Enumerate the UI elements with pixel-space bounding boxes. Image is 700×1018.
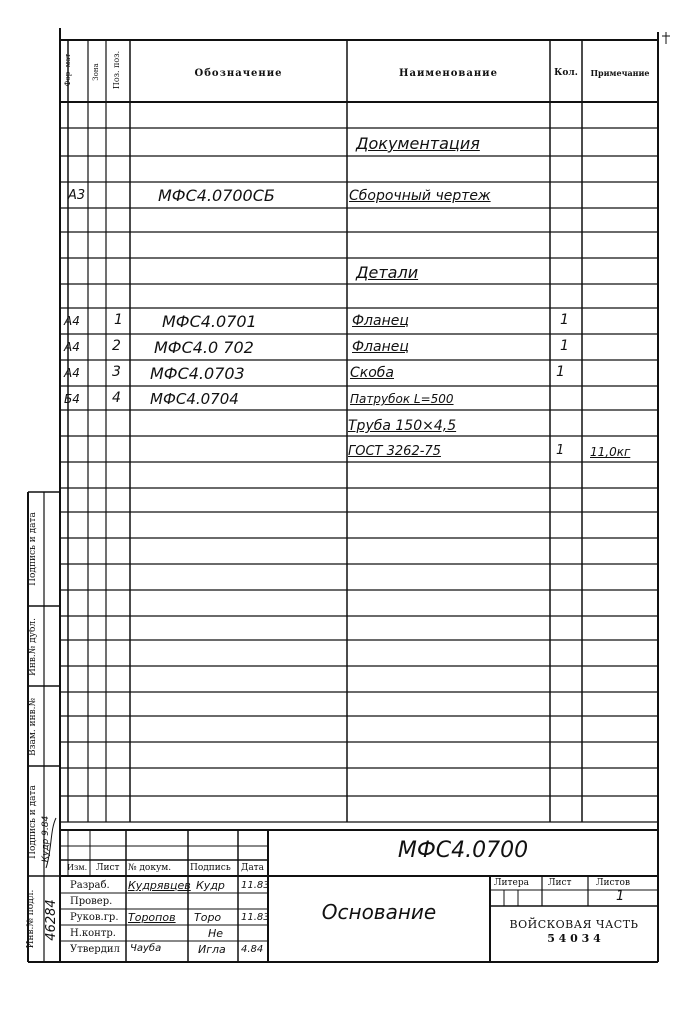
part-1-qty: 1 [560, 312, 569, 328]
tb-col-doc-no: № докум. [128, 863, 172, 873]
tb-date-head: 11.83 [241, 912, 270, 923]
side-signature: Кудр 9.84 [41, 815, 51, 863]
assembly-name: Сборочный чертеж [349, 188, 491, 204]
tb-sheets-value: 1 [616, 889, 625, 904]
tb-role-developed: Разраб. [70, 880, 110, 891]
part-2-qty: 1 [560, 338, 569, 354]
part-4-format: Б4 [64, 392, 80, 406]
tb-date-developed: 11.83 [241, 880, 270, 891]
side-swap-inv: Взам. инв.№ [28, 697, 38, 757]
document-code: МФС4.0700 [397, 838, 529, 863]
part-2-name: Фланец [352, 339, 409, 355]
tb-role-approved: Утвердил [70, 944, 120, 955]
part-2-pos: 2 [112, 338, 121, 354]
part-2-format: А4 [64, 340, 80, 354]
side-orig-inv: Инв.№ подл. [26, 889, 36, 949]
part-2-designation: МФС4.0 702 [154, 338, 254, 357]
assembly-designation: МФС4.0700СБ [158, 186, 275, 205]
part-1-designation: МФС4.0701 [162, 312, 257, 331]
tb-name-head: Торопов [128, 911, 176, 924]
header-note: Примечание [590, 68, 650, 78]
section-parts: Детали [356, 263, 419, 282]
header-position: Поз. поз. [112, 50, 121, 90]
tb-name-approved: Чауба [130, 943, 162, 954]
part-1-format: А4 [64, 314, 80, 328]
organization-number: 5 4 0 3 4 [547, 932, 601, 945]
tb-sign-developed: Кудр [196, 879, 225, 892]
tb-sign-norm: Не [208, 927, 224, 940]
tb-role-checked: Провер. [70, 896, 113, 907]
organization-name: ВОЙСКОВАЯ ЧАСТЬ [509, 918, 639, 931]
part-4-name: Патрубок L=500 [350, 392, 454, 406]
side-orig-inv-value: 46284 [44, 899, 59, 941]
part-1-pos: 1 [114, 312, 123, 328]
pipe-line-1: Труба 150×4,5 [348, 418, 457, 434]
assembly-format: А3 [68, 188, 86, 203]
tb-role-norm: Н.контр. [70, 928, 116, 939]
part-1-name: Фланец [352, 313, 409, 329]
tb-litera-label: Литера [494, 878, 529, 888]
tb-col-sheet: Лист [96, 863, 120, 873]
part-3-format: А4 [64, 366, 80, 380]
header-zone: Зона [92, 63, 100, 81]
pipe-line-2: ГОСТ 3262-75 [348, 444, 441, 459]
tb-sign-approved: Игла [198, 943, 226, 956]
part-3-designation: МФС4.0703 [150, 364, 245, 383]
header-name: Наименование [399, 68, 498, 79]
document-title: Основание [321, 900, 437, 924]
tb-date-approved: 4.84 [241, 944, 264, 955]
tb-name-developed: Кудрявцев [128, 879, 191, 892]
tb-sheet-label: Лист [548, 878, 572, 888]
tb-col-date: Дата [241, 863, 265, 873]
tb-role-head: Руков.гр. [70, 912, 119, 923]
tb-col-sign: Подпись [190, 863, 231, 873]
side-dup-inv: Инв.№ дубл. [28, 618, 38, 676]
tb-col-change: Изм. [67, 863, 88, 872]
header-designation: Обозначение [194, 68, 283, 79]
part-3-qty: 1 [556, 364, 565, 380]
part-3-name: Скоба [350, 365, 395, 381]
part-3-pos: 3 [112, 364, 121, 380]
section-documentation: Документация [356, 134, 480, 153]
tb-sheets-label: Листов [596, 878, 631, 888]
side-sign-date-2: Подпись и дата [28, 785, 38, 859]
pipe-note: 11,0кг [590, 445, 631, 459]
tb-sign-head: Торо [194, 911, 222, 924]
header-format: Фор- мат [64, 53, 72, 87]
header-qty: Кол. [554, 68, 578, 78]
part-4-pos: 4 [112, 390, 121, 406]
part-4-designation: МФС4.0704 [150, 390, 239, 408]
pipe-qty: 1 [556, 443, 565, 458]
side-sign-date-1: Подпись и дата [28, 512, 38, 586]
